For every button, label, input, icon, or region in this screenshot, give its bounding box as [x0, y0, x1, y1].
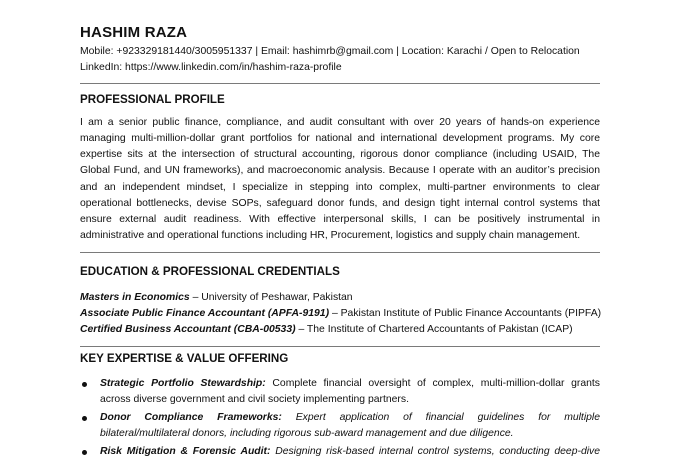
bullet-icon [82, 382, 87, 387]
credential-title: Masters in Economics [80, 292, 190, 303]
profile-line: Global Fund, and UN frameworks), and macroeconomic analysis. Because I operate with an auditor’s precision [80, 165, 600, 177]
education-heading: EDUCATION & PROFESSIONAL CREDENTIALS [80, 265, 340, 278]
list-item [80, 444, 600, 460]
contact-details: Mobile: +923329181440/3005951337 | Email: hashimrb@gmail.com | Location: Karachi / Open to Relocation [80, 46, 580, 57]
credential-item [80, 322, 573, 338]
bullet-text: Complete financial oversight of complex, multi-million-dollar grants [265, 378, 600, 389]
profile-line: and an independent mindset, I specialize in stepping into complex, multi-partner environments to clear [80, 181, 600, 193]
bullet-title: Risk Mitigation & Forensic Audit: [100, 446, 271, 457]
candidate-name: HASHIM RAZA [80, 24, 188, 41]
profile-line: operational bottlenecks, devise SOPs, safeguard donor funds, and design tight internal control systems that [80, 197, 600, 209]
credential-title: Associate Public Finance Accountant (APFA-9191) [80, 308, 330, 319]
list-item [80, 376, 600, 408]
profile-line: I am a senior public finance, compliance, and audit consultant with over 20 years of hands-on experience [80, 117, 600, 128]
profile-line: managing multi-million-dollar grant portfolios for national and international development programs. My core [80, 133, 600, 145]
expertise-heading: KEY EXPERTISE & VALUE OFFERING [80, 352, 289, 365]
credential-item [80, 290, 353, 306]
list-item [80, 410, 600, 442]
bullet-line [100, 444, 600, 460]
bullet-text: Designing risk-based internal control systems, conducting deep-dive [270, 446, 600, 457]
credential-detail: – University of Peshawar, Pakistan [189, 292, 353, 303]
profile-line: ensure external audit readiness. With effective interpersonal skills, I can be positively instrumental in [80, 213, 600, 225]
credential-item [80, 306, 601, 322]
linkedin-line: LinkedIn: https://www.linkedin.com/in/hashim-raza-profile [80, 62, 342, 73]
profile-line: expertise sits at the intersection of structural accounting, rigorous donor compliance (including USAID, The [80, 149, 600, 161]
bullet-title: Donor Compliance Frameworks: [100, 412, 282, 423]
bullet-line: bilateral/multilateral donors, including rigorous sub-award management and due diligence. [100, 428, 514, 439]
section-divider [80, 346, 600, 347]
credential-title: Certified Business Accountant (CBA-00533) [80, 324, 296, 335]
bullet-icon [82, 450, 87, 455]
bullet-icon [82, 416, 87, 421]
profile-heading: PROFESSIONAL PROFILE [80, 93, 225, 106]
expertise-list [80, 376, 600, 462]
bullet-line: across diverse government and civil society implementing partners. [100, 394, 409, 405]
bullet-line [100, 376, 600, 392]
credential-detail: – The Institute of Chartered Accountants of Pakistan (ICAP) [295, 324, 573, 335]
section-divider [80, 83, 600, 84]
bullet-title: Strategic Portfolio Stewardship: [100, 378, 266, 389]
credential-detail: – Pakistan Institute of Public Finance Accountants (PIPFA) [329, 308, 602, 319]
bullet-text: Expert application of financial guidelines for multiple [281, 412, 600, 423]
profile-line: administrative and operational functions including HR, Procurement, logistics and supply chain management. [80, 229, 581, 241]
profile-paragraph [80, 115, 600, 244]
bullet-line [100, 410, 600, 426]
section-divider [80, 252, 600, 253]
